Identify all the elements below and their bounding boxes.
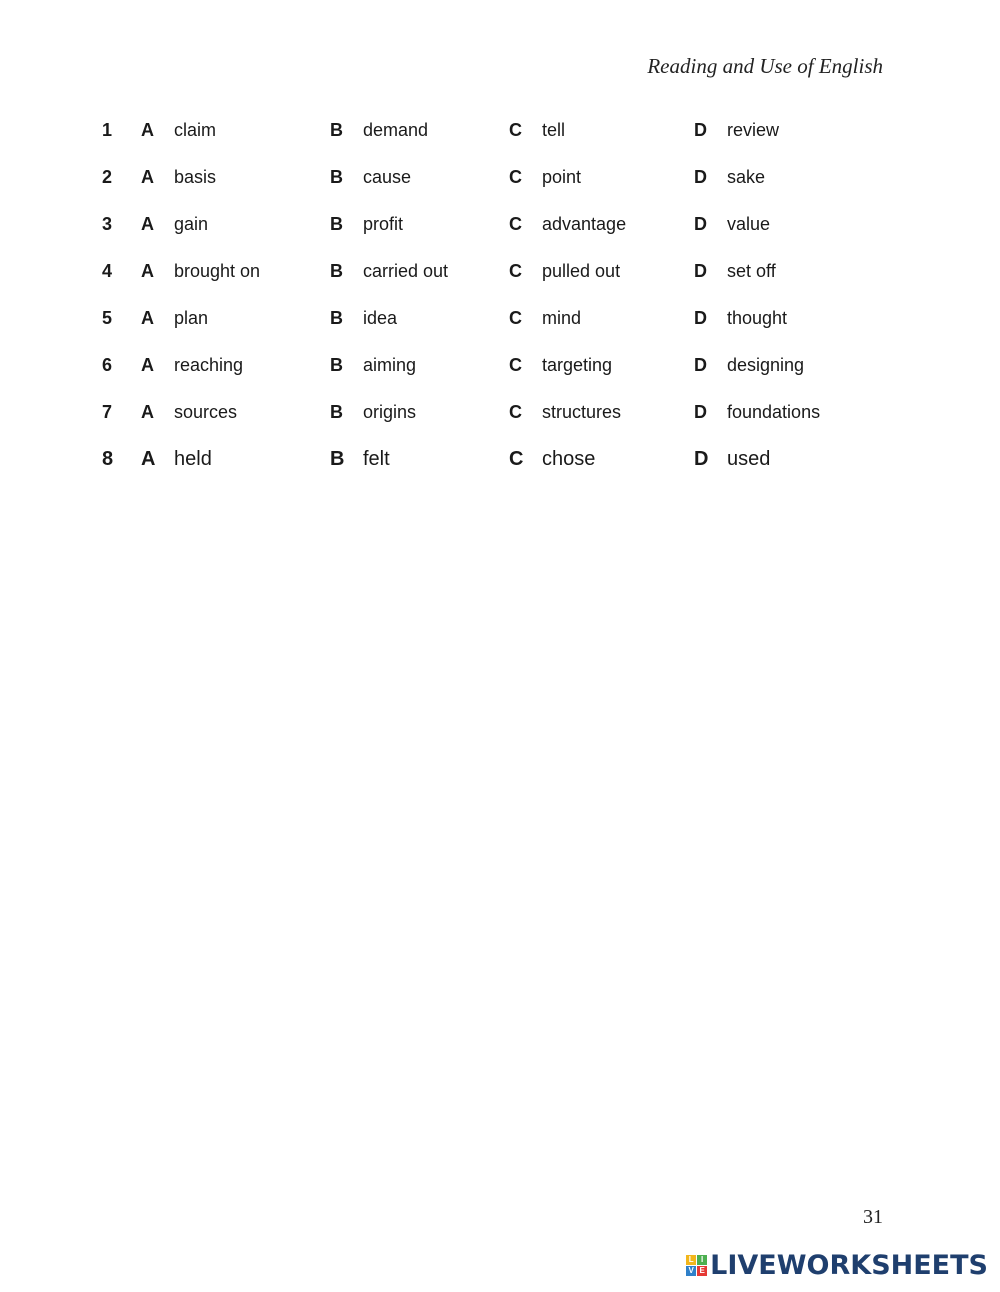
option-text-b[interactable]: demand [363, 120, 429, 140]
option-letter-a: A [141, 120, 154, 140]
logo-tile: V [686, 1266, 696, 1276]
option-text-c[interactable]: chose [542, 448, 596, 470]
liveworksheets-icon [686, 1255, 707, 1276]
option-letter-c: C [509, 402, 522, 422]
option-text-d[interactable]: used [727, 448, 771, 470]
option-text-c[interactable]: advantage [542, 214, 627, 234]
option-letter-d: D [694, 214, 707, 234]
option-text-c[interactable]: point [542, 167, 582, 187]
question-number: 6 [102, 355, 113, 375]
option-text-c[interactable]: targeting [542, 355, 613, 375]
option-text-a[interactable]: brought on [174, 261, 261, 281]
option-letter-b: B [330, 167, 343, 187]
option-text-a[interactable]: sources [174, 402, 238, 422]
option-text-a[interactable]: reaching [174, 355, 244, 375]
option-text-a[interactable]: gain [174, 214, 209, 234]
option-text-b[interactable]: aiming [363, 355, 417, 375]
option-letter-a: A [141, 261, 154, 281]
logo-tile: I [697, 1255, 707, 1265]
question-row-7 [0, 402, 1000, 432]
option-text-c[interactable]: mind [542, 308, 582, 328]
option-text-b[interactable]: felt [363, 448, 390, 470]
option-letter-c: C [509, 448, 524, 470]
question-row-6 [0, 355, 1000, 385]
brand-text: LIVEWORKSHEETS [710, 1250, 988, 1281]
question-number: 8 [102, 448, 114, 470]
brand-logo[interactable] [686, 1250, 988, 1281]
question-row-4 [0, 261, 1000, 291]
option-text-d[interactable]: designing [727, 355, 805, 375]
question-number: 1 [102, 120, 113, 140]
option-text-d[interactable]: value [727, 214, 771, 234]
option-text-b[interactable]: idea [363, 308, 398, 328]
option-text-a[interactable]: held [174, 448, 212, 470]
option-text-d[interactable]: sake [727, 167, 766, 187]
option-letter-d: D [694, 308, 707, 328]
option-text-b[interactable]: origins [363, 402, 417, 422]
option-letter-d: D [694, 402, 707, 422]
option-letter-b: B [330, 448, 345, 470]
question-row-3 [0, 214, 1000, 244]
option-text-c[interactable]: tell [542, 120, 566, 140]
option-letter-a: A [141, 355, 154, 375]
option-letter-b: B [330, 308, 343, 328]
option-text-a[interactable]: claim [174, 120, 217, 140]
option-text-b[interactable]: carried out [363, 261, 449, 281]
option-letter-d: D [694, 120, 707, 140]
option-letter-a: A [141, 308, 154, 328]
option-letter-d: D [694, 167, 707, 187]
option-text-a[interactable]: plan [174, 308, 209, 328]
option-letter-c: C [509, 167, 522, 187]
option-letter-b: B [330, 214, 343, 234]
option-letter-d: D [694, 355, 707, 375]
option-letter-c: C [509, 261, 522, 281]
option-text-d[interactable]: foundations [727, 402, 821, 422]
option-letter-b: B [330, 355, 343, 375]
question-row-8 [0, 448, 1000, 478]
option-text-c[interactable]: structures [542, 402, 622, 422]
option-letter-c: C [509, 214, 522, 234]
question-number: 3 [102, 214, 113, 234]
option-text-b[interactable]: profit [363, 214, 404, 234]
question-number: 2 [102, 167, 113, 187]
question-row-2 [0, 167, 1000, 197]
option-text-b[interactable]: cause [363, 167, 412, 187]
page-number: 31 [863, 1206, 883, 1228]
running-head: Reading and Use of English [647, 54, 883, 78]
option-text-d[interactable]: thought [727, 308, 788, 328]
question-number: 5 [102, 308, 113, 328]
option-letter-c: C [509, 120, 522, 140]
option-text-a[interactable]: basis [174, 167, 217, 187]
question-row-1 [0, 120, 1000, 150]
question-row-5 [0, 308, 1000, 338]
question-number: 7 [102, 402, 113, 422]
option-letter-d: D [694, 448, 709, 470]
option-letter-a: A [141, 214, 154, 234]
question-number: 4 [102, 261, 113, 281]
option-text-d[interactable]: set off [727, 261, 776, 281]
option-text-d[interactable]: review [727, 120, 780, 140]
logo-tile: L [686, 1255, 696, 1265]
option-letter-b: B [330, 120, 343, 140]
option-letter-a: A [141, 448, 156, 470]
option-letter-b: B [330, 402, 343, 422]
option-letter-b: B [330, 261, 343, 281]
option-letter-c: C [509, 355, 522, 375]
option-letter-a: A [141, 167, 154, 187]
option-letter-c: C [509, 308, 522, 328]
option-letter-d: D [694, 261, 707, 281]
option-letter-a: A [141, 402, 154, 422]
logo-tile: E [697, 1266, 707, 1276]
option-text-c[interactable]: pulled out [542, 261, 621, 281]
